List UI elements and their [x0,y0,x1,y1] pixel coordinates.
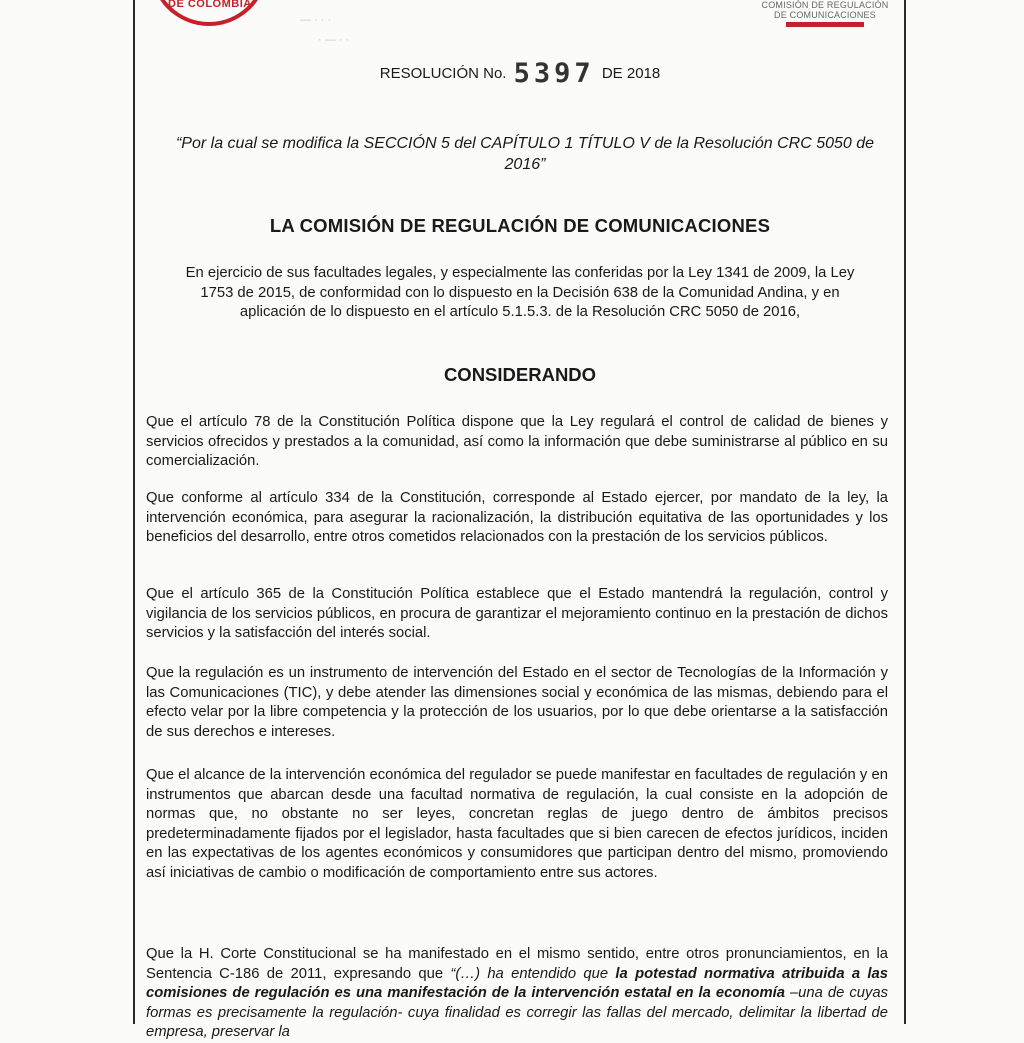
paragraph-2: Que conforme al artículo 334 de la Constitución, corresponde al Estado ejercer, por mandato de la ley, la intervención económica, para asegurar la racionalización, la distribución equitativa de las oportunidades y los beneficios del desarrollo, entre otros cometidos relacionados con la prestación de los servicios públicos. [146,490,888,546]
considerando-heading: CONSIDERANDO [443,364,597,385]
paragraph-3: Que el artículo 365 de la Constitución Política establece que el Estado mantendrá la regulación, control y vigilancia de los servicios públicos, en procura de garantizar el mejoramiento continuo en la prestación de dichos servicios y la satisfacción del interés social. [146,586,888,642]
crc-logo-line-1: COMISIÓN DE REGULACIÓN [761,0,889,10]
resolution-number: 5397 [513,58,595,89]
bleed-through-mark: · — · · [318,34,350,46]
crc-logo [760,0,890,27]
paragraph-6-quote-open: “(…) ha entendido que [450,965,616,982]
paragraph-5: Que el alcance de la intervención económica del regulador se puede manifestar en facultades de regulación y en instrumentos que abarcan desde una facultad normativa de regulación, la cual consiste en la adopción de normas que, no obstante no ser leyes, concretan reglas de juego dentro de ámbitos precisos predeterminadamente fijados por el legislador, hasta facultades que si bien carecen de efectos jurídicos, inciden en las expectativas de los agentes económicos y consumidores que participan dentro del mismo, promoviendo así iniciativas de cambio o modificación de comportamiento entre sus actores. [146,767,888,881]
paragraph-6 [146,945,888,1043]
page-border-right [904,0,906,1024]
crc-logo-bar [786,22,864,27]
paragraph-6-emphasis: la potestad normativa atribuida a las comisiones de regulación es una manifestación de la intervención estatal en la economía [146,965,888,1002]
paragraph-6-quote-continued: –una de cuyas formas es precisamente la regulación- cuya finalidad es corregir las fallas del mercado, delimitar la libertad de empresa, preservar la [146,985,888,1041]
resolution-year: DE 2018 [601,65,661,82]
resolution-prefix: RESOLUCIÓN No. [379,65,507,82]
seal-caption: DE COLOMBIA [168,0,252,10]
resolution-subtitle: “Por la cual se modifica la SECCIÓN 5 del CAPÍTULO 1 TÍTULO V de la Resolución CRC 5050 de 2016” [175,135,875,173]
paragraph-4: Que la regulación es un instrumento de intervención del Estado en el sector de Tecnologías de la Información y las Comunicaciones (TIC), y debe atender las dimensiones social y económica de las mismas, debiendo para el efecto velar por la libre competencia y la protección de los usuarios, por lo que debe orientarse a la satisfacción de sus derechos e intereses. [146,665,888,740]
page-border-left [133,0,135,1024]
resolution-heading [0,58,1024,89]
intro-paragraph: En ejercicio de sus facultades legales, y especialmente las conferidas por la Ley 1341 de 2009, la Ley 1753 de 2015, de conformidad con lo dispuesto en la Decisión 638 de la Comunidad Andina, y en aplicación de lo dispuesto en el artículo 5.1.5.3. de la Resolución CRC 5050 de 2016, [185,265,855,320]
bleed-through-mark: — · · · [300,14,332,26]
paragraph-6-text: Que la H. Corte Constitucional se ha manifestado en el mismo sentido, entre otros pronunciamientos, en la Sentencia C-186 de 2011, expresando que [146,946,888,982]
crc-logo-line-2: DE COMUNICACIONES [774,10,876,20]
issuing-authority: LA COMISIÓN DE REGULACIÓN DE COMUNICACIONES [269,215,771,236]
paragraph-1: Que el artículo 78 de la Constitución Política dispone que la Ley regulará el control de calidad de bienes y servicios ofrecidos y prestados a la comunidad, así como la información que debe suministrarse al público en su comercialización. [146,414,888,470]
